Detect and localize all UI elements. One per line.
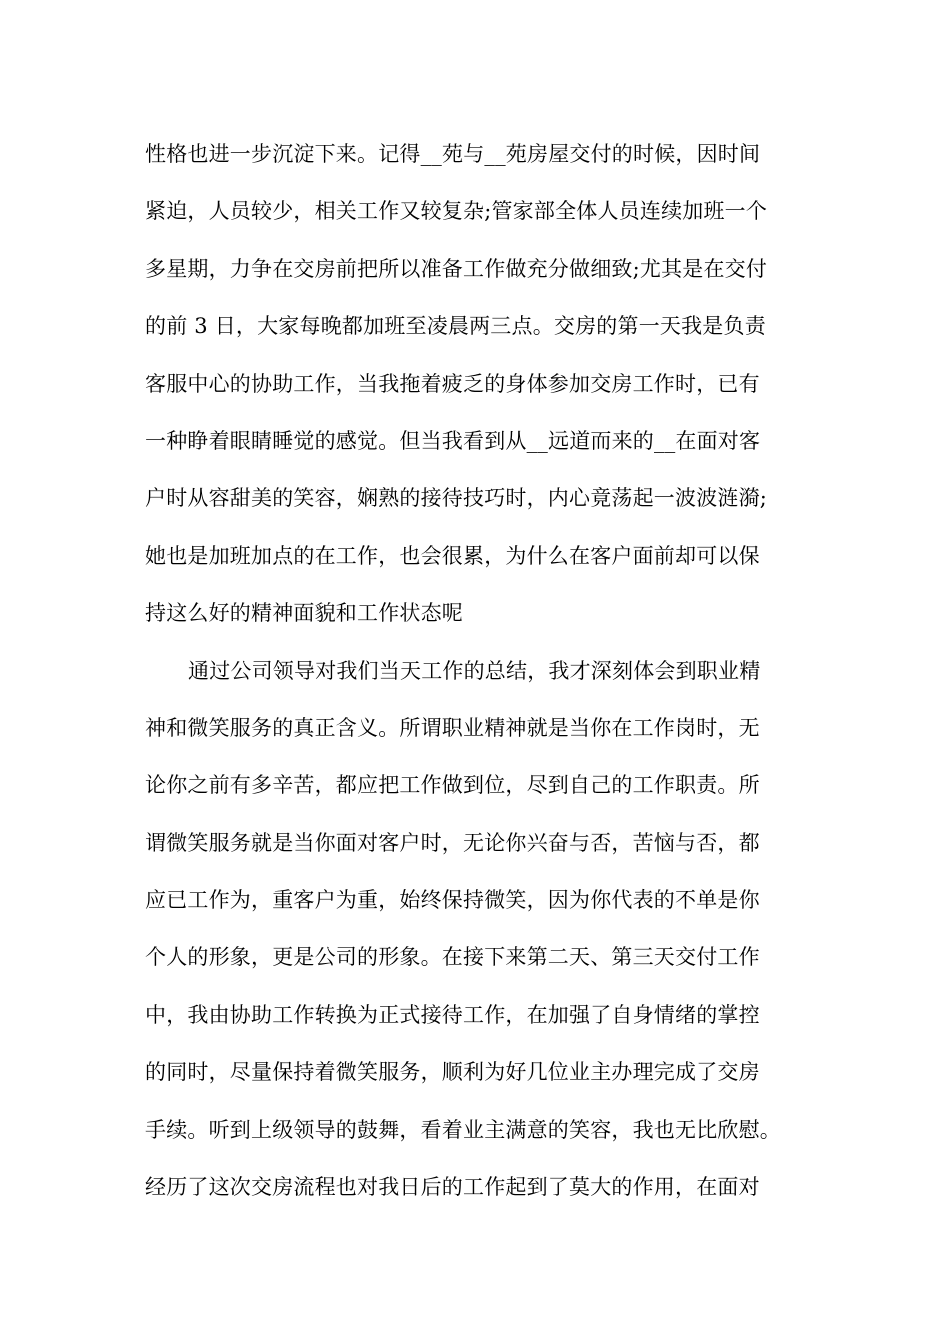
paragraph-line: 应已工作为，重客户为重，始终保持微笑，因为你代表的不单是你 (145, 888, 760, 913)
document-body (145, 126, 825, 1216)
paragraph-line: 客服中心的协助工作，当我拖着疲乏的身体参加交房工作时，已有 (145, 371, 760, 396)
paragraph-line: 性格也进一步沉淀下来。记得__苑与__苑房屋交付的时候，因时间 (145, 142, 761, 166)
paragraph-line: 经历了这次交房流程也对我日后的工作起到了莫大的作用，在面对 (145, 1175, 760, 1200)
paragraph-line: 紧迫，人员较少，相关工作又较复杂;管家部全体人员连续加班一个 (145, 199, 768, 224)
paragraph-line: 中，我由协助工作转换为正式接待工作，在加强了自身情绪的掌控 (145, 1002, 760, 1027)
paragraph-line: 一种睁着眼睛睡觉的感觉。但当我看到从__远道而来的__在面对客 (145, 428, 761, 453)
paragraph-line: 的前 3 日，大家每晚都加班至凌晨两三点。交房的第一天我是负责 (145, 314, 766, 339)
paragraph-line: 多星期，力争在交房前把所以准备工作做充分做细致;尤其是在交付 (145, 256, 768, 281)
paragraph-line: 个人的形象，更是公司的形象。在接下来第二天、第三天交付工作 (145, 945, 760, 970)
paragraph-line: 手续。听到上级领导的鼓舞，看着业主满意的笑容，我也无比欣慰。 (145, 1117, 781, 1142)
paragraph-line: 持这么好的精神面貌和工作状态呢 (145, 601, 463, 626)
paragraph-line: 神和微笑服务的真正含义。所谓职业精神就是当你在工作岗时，无 (145, 715, 760, 740)
paragraph-line: 户时从容甜美的笑容，娴熟的接待技巧时，内心竟荡起一波波涟漪; (145, 486, 768, 511)
paragraph-line: 她也是加班加点的在工作，也会很累，为什么在客户面前却可以保 (145, 543, 760, 568)
paragraph-line: 通过公司领导对我们当天工作的总结，我才深刻体会到职业精 (188, 658, 761, 683)
paragraph-2 (145, 643, 825, 1217)
paragraph-1 (145, 126, 825, 643)
paragraph-line: 的同时，尽量保持着微笑服务，顺利为好几位业主办理完成了交房 (145, 1060, 760, 1085)
paragraph-line: 谓微笑服务就是当你面对客户时，无论你兴奋与否，苦恼与否，都 (145, 830, 760, 855)
paragraph-line: 论你之前有多辛苦，都应把工作做到位，尽到自己的工作职责。所 (145, 773, 760, 798)
